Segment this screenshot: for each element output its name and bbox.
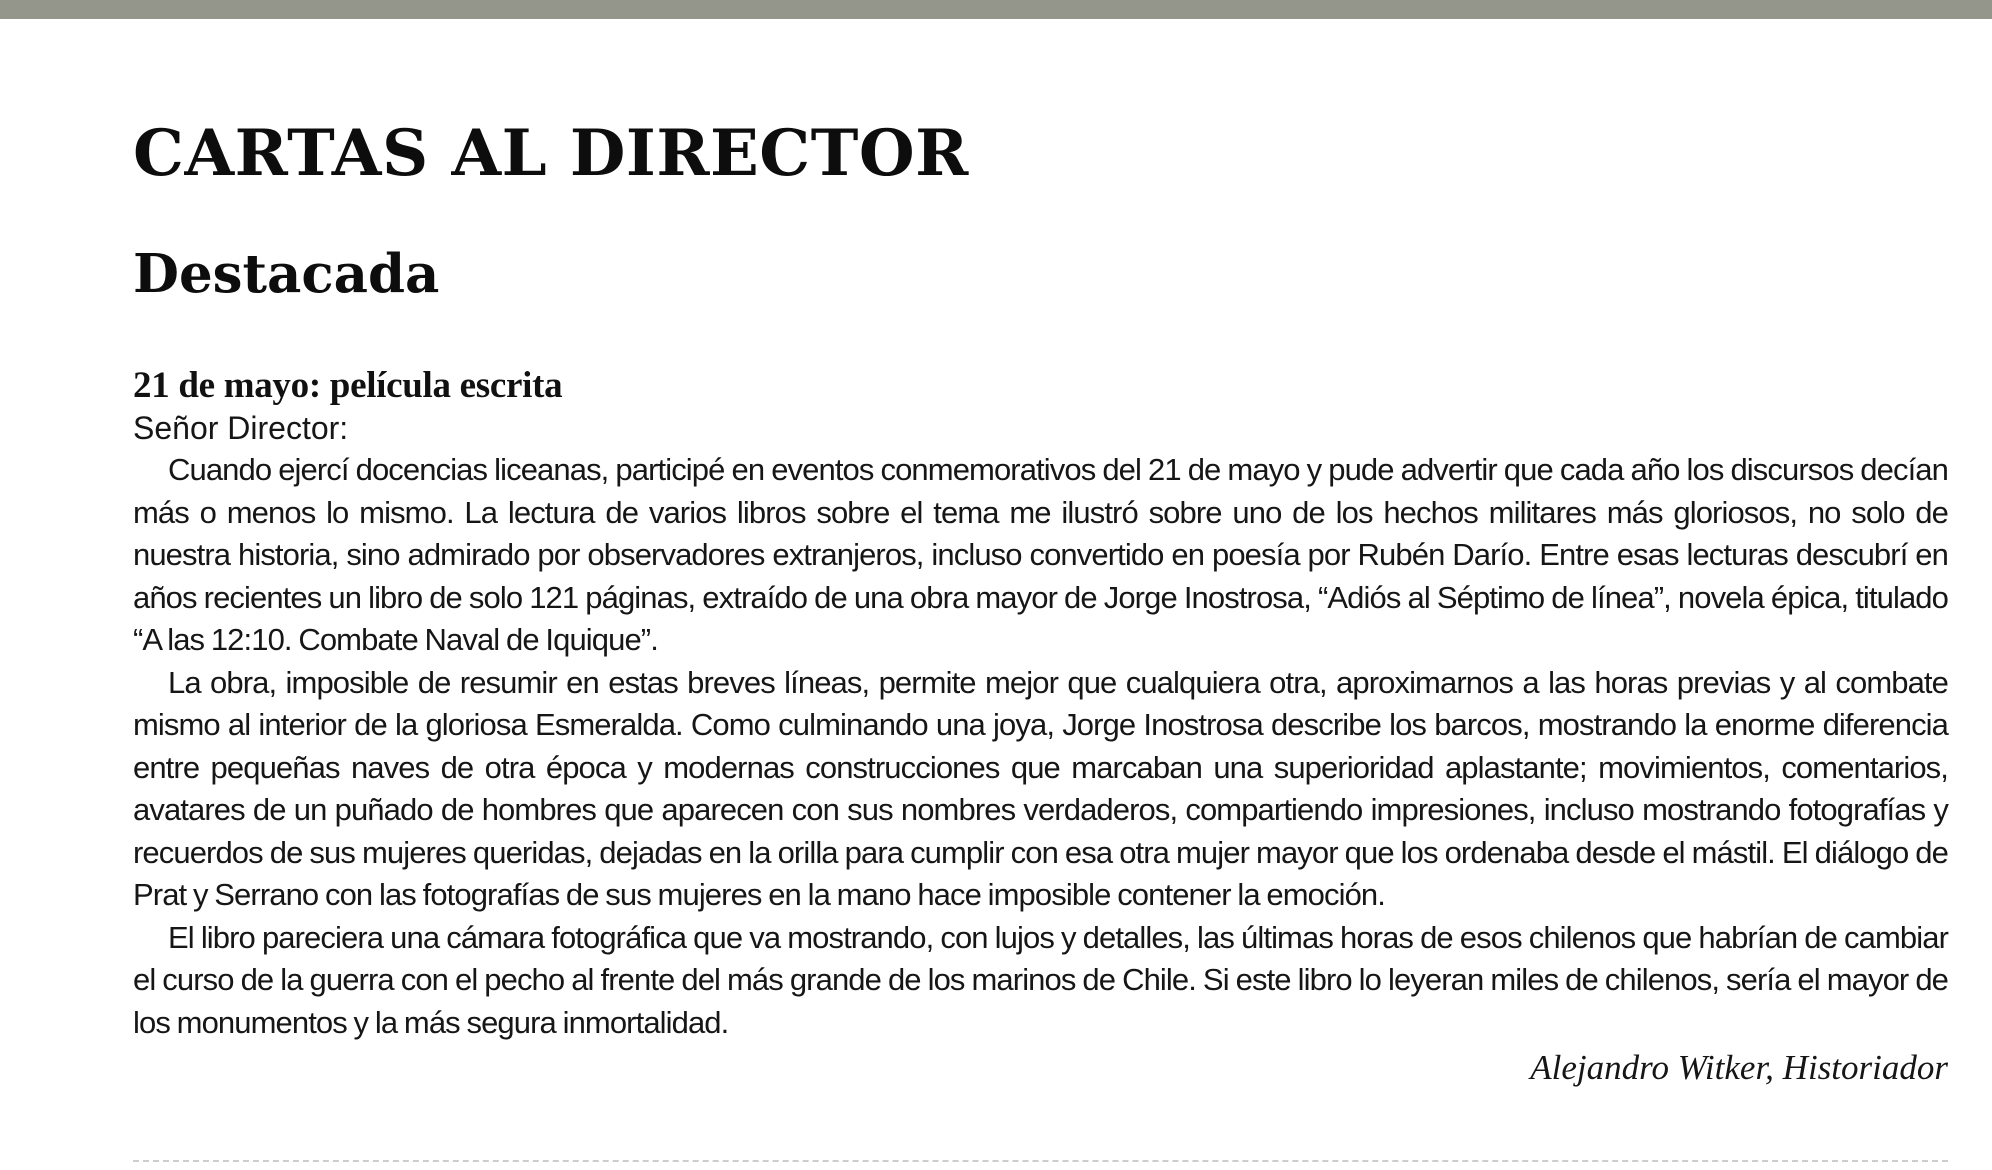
section-subtitle: Destacada <box>133 243 440 305</box>
letter-salutation: Señor Director: <box>133 410 349 446</box>
letter-paragraph: Cuando ejercí docencias liceanas, participé en eventos conmemorativos del 21 de mayo y pude advertir que cada año los discursos decían más o menos lo mismo. La lectura de varios libros sobre el tema me ilustró sobre uno de los hechos militares más gloriosos, no solo de nuestra historia, sino admirado por observadores extranjeros, incluso convertido en poesía por Rubén Darío. Entre esas lecturas descubrí en años recientes un libro de solo 121 páginas, extraído de una obra mayor de Jorge Inostrosa, “Adiós al Séptimo de línea”, novela épica, titulado “A las 12:10. Combate Naval de Iquique”. <box>133 452 1948 657</box>
letter-paragraph: El libro pareciera una cámara fotográfica que va mostrando, con lujos y detalles, las últimas horas de esos chilenos que habrían de cambiar el curso de la guerra con el pecho al frente del más grande de los marinos de Chile. Si este libro lo leyeran miles de chilenos, sería el mayor de los monumentos y la más segura inmortalidad. <box>133 919 1948 1040</box>
letter-signature: Alejandro Witker, Historiador <box>1530 1048 1948 1087</box>
bottom-divider <box>133 1160 1948 1162</box>
section-title: CARTAS AL DIRECTOR <box>133 116 969 191</box>
letters-page <box>133 112 1948 1090</box>
letter-title: 21 de mayo: película escrita <box>133 365 563 406</box>
letter-paragraph: La obra, imposible de resumir en estas breves líneas, permite mejor que cualquiera otra, aproximarnos a las horas previas y al combate mismo al interior de la gloriosa Esmeralda. Como culminando una joya, Jorge Inostrosa describe los barcos, mostrando la enorme diferencia entre pequeñas naves de otra época y modernas construcciones que marcaban una superioridad aplastante; movimientos, comentarios, avatares de un puñado de hombres que aparecen con sus nombres verdaderos, compartiendo impresiones, incluso mostrando fotografías y recuerdos de sus mujeres queridas, dejadas en la orilla para cumplir con esa otra mujer mayor que los ordenaba desde el mástil. El diálogo de Prat y Serrano con las fotografías de sus mujeres en la mano hace imposible contener la emoción. <box>133 664 1948 912</box>
top-border-bar <box>0 0 1992 19</box>
featured-letter <box>133 365 1948 1090</box>
